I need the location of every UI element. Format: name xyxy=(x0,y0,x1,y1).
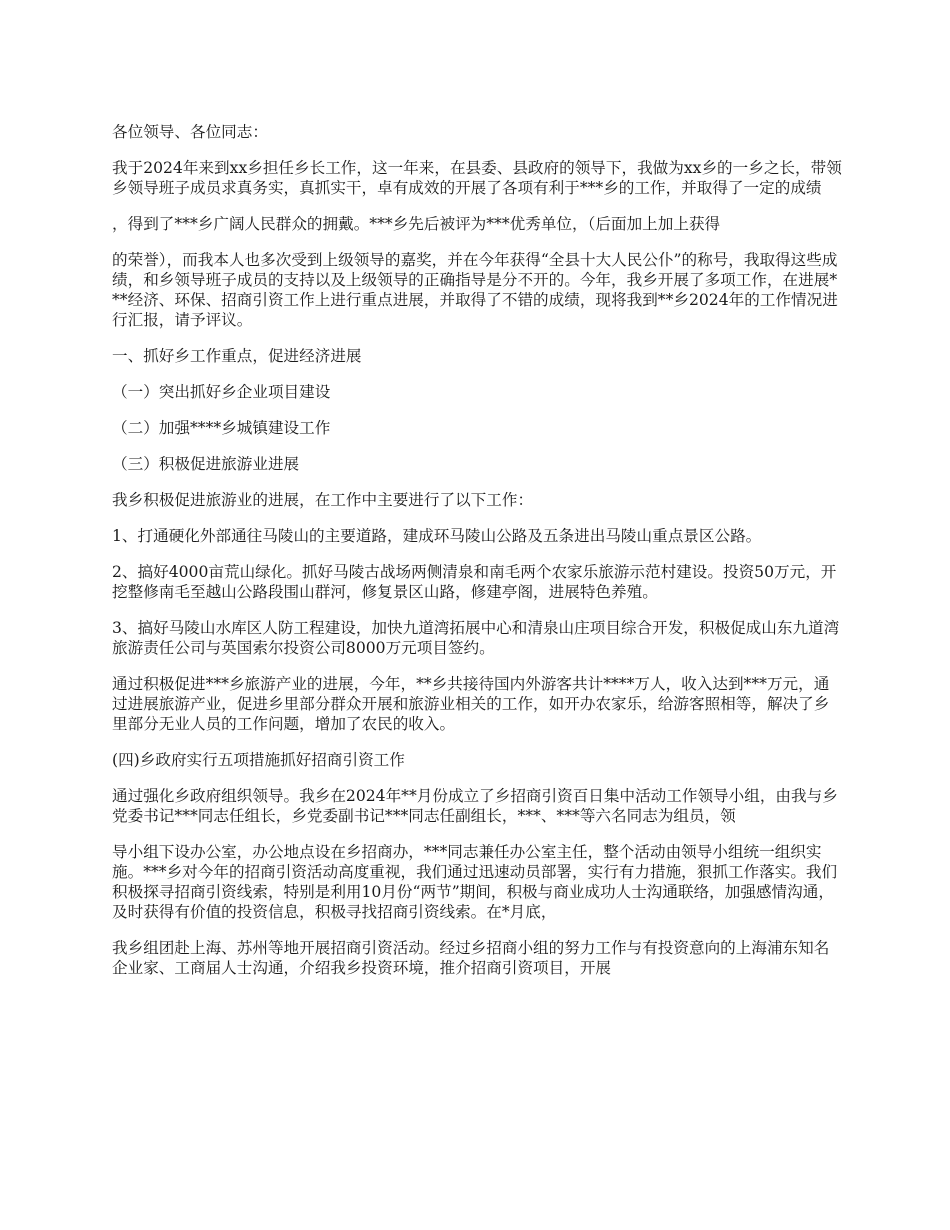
paragraph-intro: 我于2024年来到xx乡担任乡长工作，这一年来，在县委、县政府的领导下，我做为xx乡的一乡之长，带领乡领导班子成员求真务实，真抓实干，卓有成效的开展了各项有利于***乡的工作，并取得了一定的成绩 xyxy=(112,159,842,197)
list-item-1: 1、打通硬化外部通往马陵山的主要道路，建成环马陵山公路及五条进出马陵山重点景区公路。 xyxy=(112,527,762,545)
list-item-2: 2、搞好4000亩荒山绿化。抓好马陵古战场两侧清泉和南毛两个农家乐旅游示范村建设。投资50万元，开挖整修南毛至越山公路段围山群河，修复景区山路，修建亭阁，进展特色养殖。 xyxy=(112,563,837,601)
subsection-heading-2: （二）加强****乡城镇建设工作 xyxy=(112,419,331,437)
subsection-heading-4: (四)乡政府实行五项措施抓好招商引资工作 xyxy=(112,751,405,769)
document-body xyxy=(112,122,842,994)
list-item-3: 3、搞好马陵山水库区人防工程建设，加快九道湾拓展中心和清泉山庄项目综合开发，积极促成山东九道湾旅游责任公司与英国索尔投资公司8000万元项目签约。 xyxy=(112,619,840,657)
section-heading-1: 一、抓好乡工作重点，促进经济进展 xyxy=(112,347,362,365)
subsection-heading-3: （三）积极促进旅游业进展 xyxy=(112,455,300,473)
salutation: 各位领导、各位同志： xyxy=(112,123,268,141)
subsection-heading-1: （一）突出抓好乡企业项目建设 xyxy=(112,383,331,401)
paragraph-investment-trip: 我乡组团赴上海、苏州等地开展招商引资活动。经过乡招商小组的努力工作与有投资意向的上海浦东知名企业家、工商届人士沟通，介绍我乡投资环境，推介招商引资项目，开展 xyxy=(112,939,830,977)
paragraph-investment-office: 导小组下设办公室，办公地点设在乡招商办，***同志兼任办公室主任，整个活动由领导小组统一组织实施。***乡对今年的招商引资活动高度重视，我们通过迅速动员部署，实行有力措施，狠抓工作落实。我们积极探寻招商引资线索，特别是利用10月份“两节”期间，积极与商业成功人士沟通联络，加强感情沟通，及时获得有价值的投资信息，积极寻找招商引资线索。在*月底， xyxy=(112,843,838,921)
paragraph-support: ，得到了***乡广阔人民群众的拥戴。***乡先后被评为***优秀单位，（后面加上加上获得 xyxy=(112,215,721,233)
paragraph-honors: 的荣誉），而我本人也多次受到上级领导的嘉奖，并在今年获得“全县十大人民公仆”的称号，我取得这些成绩，和乡领导班子成员的支持以及上级领导的正确指导是分不开的。今年，我乡开展了多项工作，在进展***经济、环保、招商引资工作上进行重点进展，并取得了不错的成绩，现将我到**乡2024年的工作情况进行汇报，请予评议。 xyxy=(112,251,838,329)
paragraph-investment-org: 通过强化乡政府组织领导。我乡在2024年**月份成立了乡招商引资百日集中活动工作领导小组，由我与乡党委书记***同志任组长，乡党委副书记***同志任副组长，***、***等六名同志为组员，领 xyxy=(112,787,838,825)
paragraph-tourism-results: 通过积极促进***乡旅游产业的进展，今年，**乡共接待国内外游客共计****万人，收入达到***万元，通过进展旅游产业，促进乡里部分群众开展和旅游业相关的工作，如开办农家乐，给游客照相等，解决了乡里部分无业人员的工作问题，增加了农民的收入。 xyxy=(112,675,830,733)
paragraph-tourism-intro: 我乡积极促进旅游业的进展，在工作中主要进行了以下工作： xyxy=(112,491,534,509)
